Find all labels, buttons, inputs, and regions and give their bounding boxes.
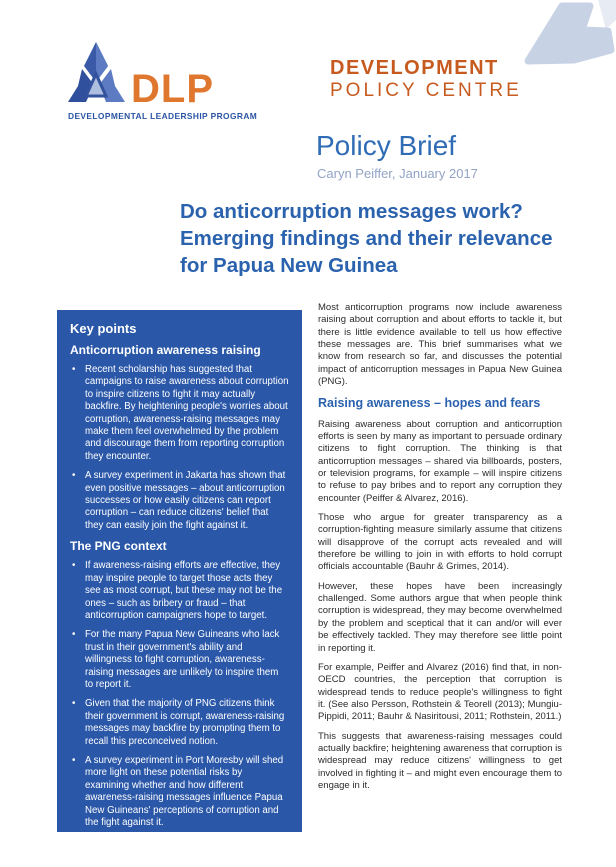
key-point-item: • Recent scholarship has suggested that campaigns to raise awareness about corruption to inspire citizens to fight it may actually backfire. By heightening people's worries about corruption, awareness-raising messages may make them feel overwhelmed by the problem and discourage them from reporting corruption they encounter. <box>70 364 289 463</box>
body-paragraph: Raising awareness about corruption and anticorruption efforts is seen by many as important to persuade ordinary citizens to fight corruption. The thinking is that anticorruption messages – shared via billboards, posters, or television programs, for example – will inspire citizens to refuse to pay bribes and to report any corruption they encounter (Peiffer & Alvarez, 2016). <box>318 418 562 504</box>
dlp-wordmark: DLP <box>131 67 214 111</box>
section-heading: Raising awareness – hopes and fears <box>318 396 541 411</box>
dlp-logo <box>68 42 268 121</box>
key-point-text: effective, they may inspire people to target those acts they see as most corrupt, but these may not be the ones – such as bribery or fraud – that anticorruption campaigners hope to target. <box>85 560 283 621</box>
document-title-line: Do anticorruption messages work? <box>180 200 523 223</box>
key-point-item: • For the many Papua New Guineans who lack trust in their government's ability and willingness to fight corruption, awareness-raising messages are unlikely to inspire them to report it. <box>70 629 289 691</box>
key-point-item <box>70 560 289 622</box>
body-paragraph: Those who argue for greater transparency as a corruption-fighting measure similarly assume that citizens will disapprove of the corrupt acts revealed and will therefore be willing to join in with efforts to hold corrupt officials accountable (Bauhr & Grimes, 2014). <box>318 512 562 573</box>
key-points-list-awareness <box>70 364 289 532</box>
byline: Caryn Peiffer, January 2017 <box>317 166 478 181</box>
body-paragraph: However, these hopes have been increasingly challenged. Some authors argue that when people think corruption is widespread, they may become overwhelmed by the problem and sceptical that it can and/or will ever be effectively tackled. They may therefore see little point in reporting it. <box>318 580 562 654</box>
body-paragraph: This suggests that awareness-raising messages could actually backfire; heightening awareness that corruption is widespread may reduce citizens' willingness to get involved in fighting it – and might even encourage them to engage in it. <box>318 730 562 791</box>
article-column <box>318 302 562 799</box>
key-points-heading: Key points <box>70 321 137 336</box>
key-points-section-heading-png: The PNG context <box>70 539 167 554</box>
corner-decoration-icon <box>516 0 616 90</box>
dpc-wordmark-line2: POLICY CENTRE <box>330 80 522 101</box>
key-points-section-heading-awareness: Anticorruption awareness raising <box>70 343 261 357</box>
key-point-item: • A survey experiment in Jakarta has shown that even positive messages – about anticorruption successes or how easily citizens can report corruption – can reduce citizens' belief that they can easily join the fight against it. <box>70 470 289 532</box>
dpc-logo <box>330 57 522 103</box>
document-title-line: Emerging findings and their relevance <box>180 227 553 251</box>
dlp-triangle-icon <box>68 42 125 107</box>
document-title <box>180 198 580 279</box>
key-points-panel <box>57 310 302 832</box>
key-point-item: • A survey experiment in Port Moresby will shed more light on these potential risks by examining whether and how different awareness-raising messages influence Papua New Guineans' perceptions of corruption and the fight against it. <box>70 755 289 829</box>
key-point-text: If awareness-raising efforts <box>85 560 204 572</box>
key-point-italic-word: are <box>203 560 218 572</box>
key-point-item: • Given that the majority of PNG citizens think their government is corrupt, awareness-raising messages may backfire by prompting them to recall this preconceived notion. <box>70 698 289 748</box>
key-points-list-png <box>70 560 289 829</box>
document-title-line: for Papua New Guinea <box>180 254 398 278</box>
brief-type-heading: Policy Brief <box>316 130 457 161</box>
dlp-tagline: DEVELOPMENTAL LEADERSHIP PROGRAM <box>68 111 258 121</box>
intro-paragraph: Most anticorruption programs now include awareness raising about corruption and about efforts to tackle it, but there is little evidence available to tell us how effective these messages are. This brief summarises what we know from research so far, and discusses the potential impact of anticorruption messages in Papua New Guinea (PNG). <box>318 302 562 388</box>
dpc-wordmark-line1: DEVELOPMENT <box>330 57 499 79</box>
body-paragraph: For example, Peiffer and Alvarez (2016) find that, in non-OECD countries, the perception that corruption is widespread tends to reduce people's willingness to fight it. (See also Persson, Rothstein & Teorell (2013); Mungiu-Pippidi, 2011; Bauhr & Nasiritousi, 2011; Rothstein, 2011.) <box>318 661 562 723</box>
